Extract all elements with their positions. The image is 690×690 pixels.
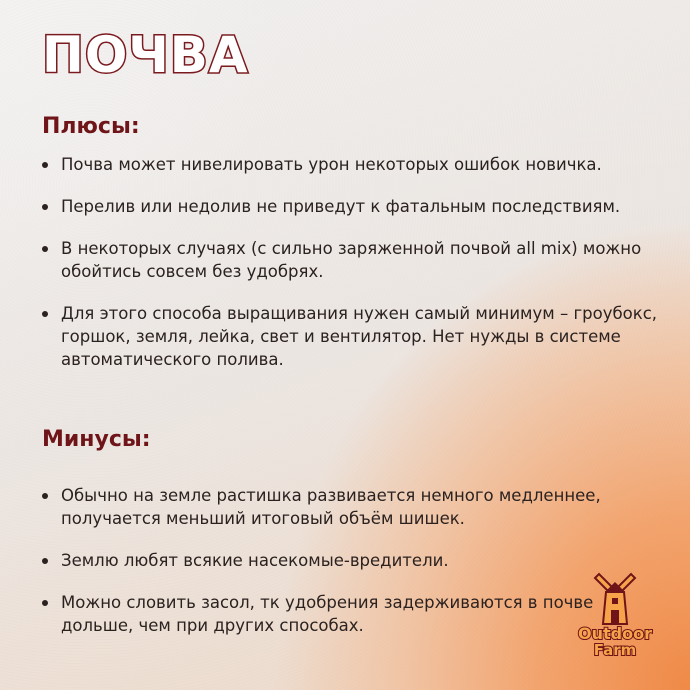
outdoor-farm-logo xyxy=(575,570,655,670)
list-item: Для этого способа выращивания нужен самый минимум – гроубокс, горшок, земля, лейка, свет и вентилятор. Нет нужды в системе автоматического полива. xyxy=(40,302,660,371)
windmill-icon xyxy=(575,570,655,626)
list-item: Перелив или недолив не приведут к фатальным последствиям. xyxy=(40,195,660,218)
list-item: В некоторых случаях (с сильно заряженной почвой all mix) можно обойтись совсем без удобрях. xyxy=(40,237,660,283)
logo-text-outdoor: Outdoor xyxy=(578,624,652,643)
cons-heading: Минусы: xyxy=(42,427,151,452)
list-item: Обычно на земле растишка развивается немного медленнее, получается меньший итоговый объём шишек. xyxy=(40,484,660,530)
logo-text-farm: Farm xyxy=(593,641,637,659)
list-item: Почва может нивелировать урон некоторых ошибок новичка. xyxy=(40,153,660,176)
pros-heading: Плюсы: xyxy=(42,114,140,139)
cons-list xyxy=(40,484,660,637)
pros-list xyxy=(40,153,660,371)
page-title: ПОЧВА xyxy=(42,26,249,84)
list-item: Можно словить засол, тк удобрения задерживаются в почве дольше, чем при других способах. xyxy=(40,591,660,637)
list-item: Землю любят всякие насекомые-вредители. xyxy=(40,549,660,572)
